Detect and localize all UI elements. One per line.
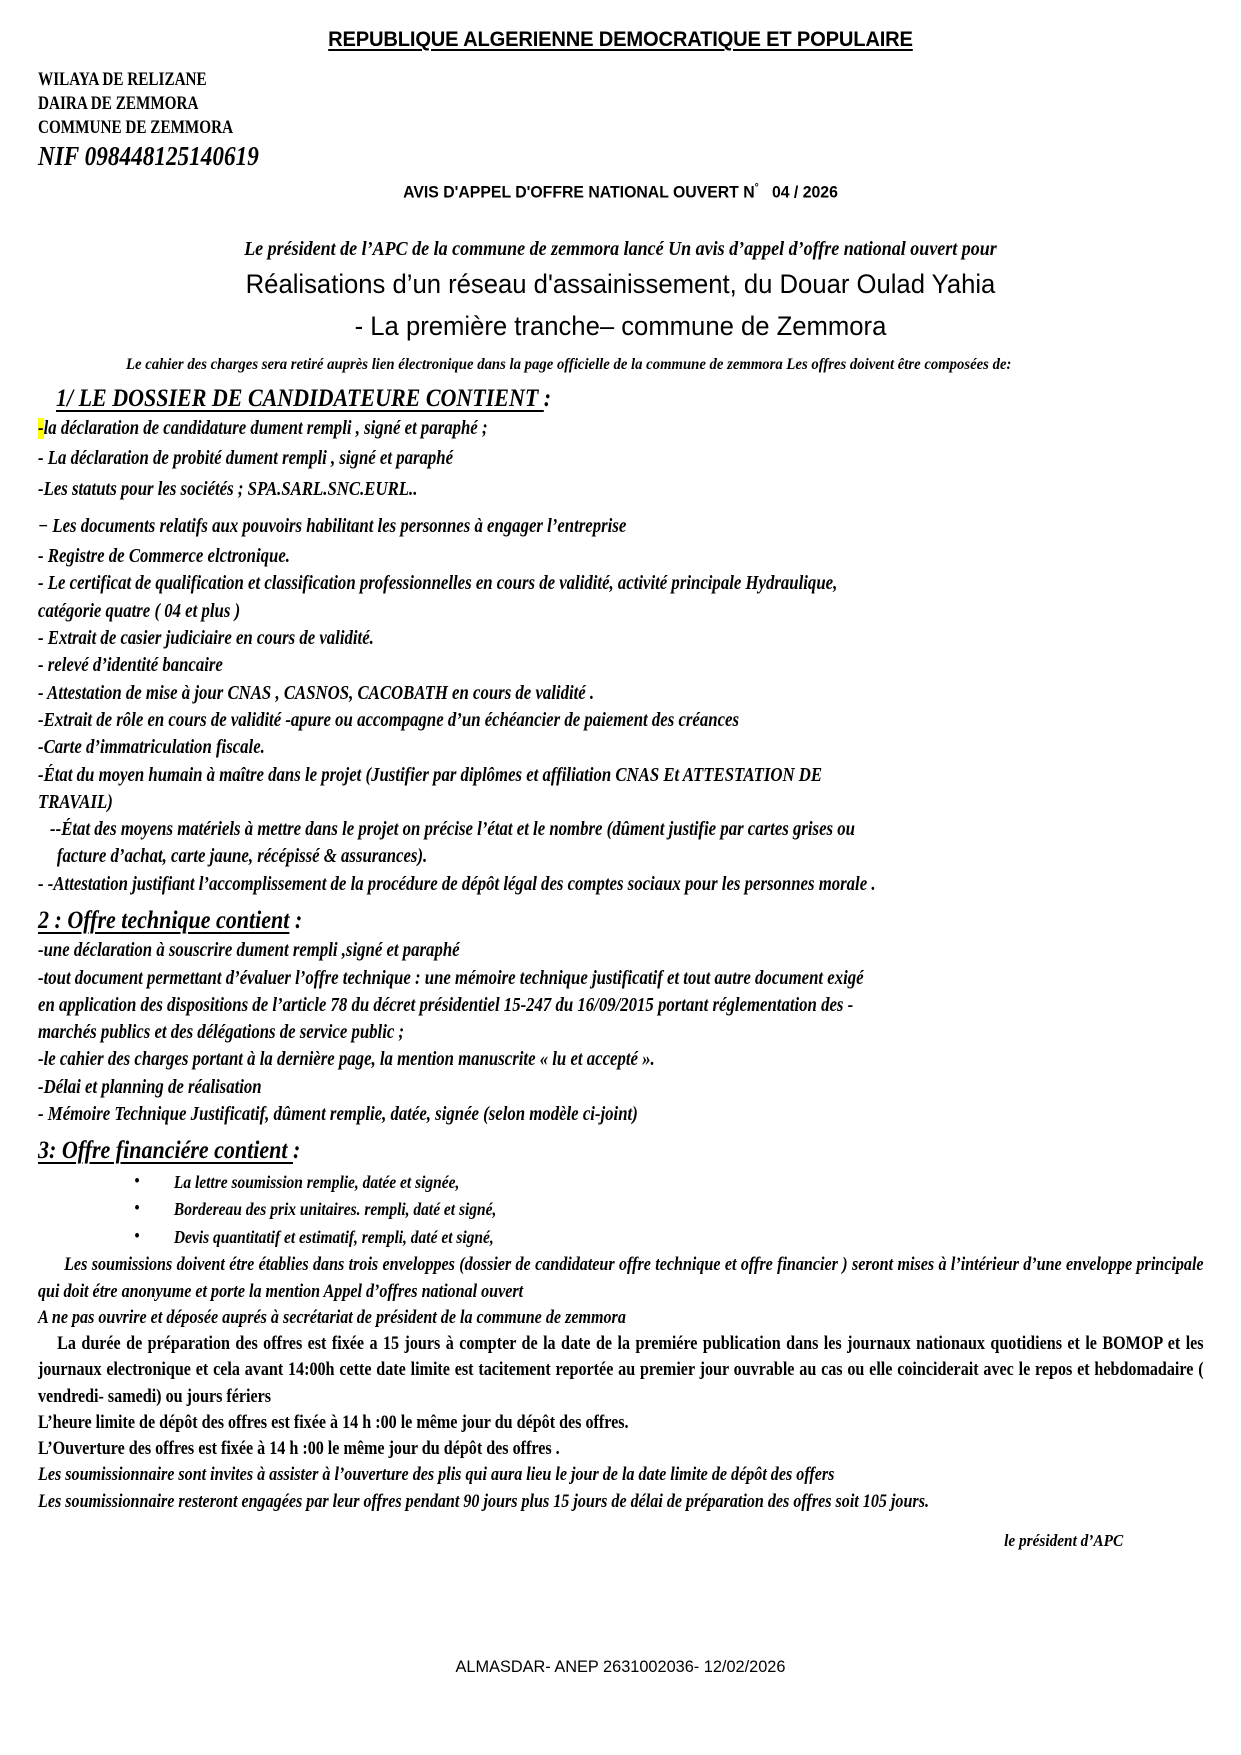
- section2-heading-text: 2 : Offre technique contient: [38, 907, 290, 934]
- section1-item-11: -Carte d’immatriculation fiscale.: [38, 737, 265, 759]
- section3-bullet-list: [38, 1169, 1203, 1253]
- section1-item-6: catégorie quatre ( 04 et plus ): [38, 600, 241, 622]
- closing-paragraph-3: La durée de préparation des offres est fixée a 15 jours à compter de la date de la premiére publication dans les journaux nationaux quotidiens et le BOMOP et les journaux electronique et cela avant 14:00h cette date limite est tacitement reportée au premier jour ouvrable au cas ou elle coinciderait avec le repos et hebdomadaire ( vendredi- samedi) ou jours fériers: [38, 1334, 1204, 1407]
- closing-paragraph-6: Les soumissionnaire sont invites à assister à l’ouverture des plis qui aura lieu le jour de la date limite de dépôt des offers: [38, 1465, 835, 1486]
- section2-item-4: -le cahier des charges portant à la dernière page, la mention manuscrite « lu et accepté ».: [38, 1049, 655, 1071]
- section1-item-8: - relevé d’identité bancaire: [38, 655, 223, 677]
- subject-title-line1: Réalisations d’un réseau d'assainissement, du Douar Oulad Yahia: [245, 269, 996, 300]
- notice-heading: [79, 182, 1162, 203]
- section1-heading: [56, 383, 1065, 414]
- closing-paragraph-1: Les soumissions doivent étre établies dans trois enveloppes (dossier de candidateur offre technique et offre financier ) seront mises à l’intérieur d’une enveloppe principale qui doit étre anonyume et porte la mention Appel d’offres national ouvert: [38, 1255, 1204, 1302]
- closing-paragraph-2: A ne pas ouvrire et déposée auprés à secrétariat de président de la commune de zemmora: [38, 1307, 626, 1328]
- degree-symbol: °: [754, 181, 759, 194]
- admin-line-daira: DAIRA DE ZEMMORA: [38, 93, 199, 115]
- notice-number: 04 / 2026: [771, 182, 838, 202]
- highlighted-dash: -: [38, 417, 44, 439]
- section1-item-12: -État du moyen humain à maître dans le projet (Justifier par diplômes et affiliation CNAS Et ATTESTATION DE: [38, 764, 823, 786]
- section1-item-4: - Registre de Commerce elctronique.: [38, 546, 290, 568]
- admin-line-commune: COMMUNE DE ZEMMORA: [38, 117, 234, 139]
- signature-line: le président d’APC: [1004, 1530, 1124, 1550]
- section1-item-3: − Les documents relatifs aux pouvoirs habilitant les personnes à engager l’entreprise: [38, 515, 627, 537]
- nif-number: NIF 098448125140619: [38, 141, 259, 172]
- section3-heading-colon: :: [293, 1137, 301, 1165]
- intro-sentence: Le président de l’APC de la commune de zemmora lancé Un avis d’appel d’offre national ouvert pour: [244, 238, 997, 261]
- closing-paragraph-4: L’heure limite de dépôt des offres est fixée à 14 h :00 le même jour du dépôt des offres.: [38, 1412, 629, 1433]
- section1-item-16: - -Attestation justifiant l’accomplissement de la procédure de dépôt légal des comptes sociaux pour les personnes morale .: [38, 873, 876, 895]
- section1-item-14: --État des moyens matériels à mettre dans le projet on précise l’état et le nombre (dûment justifie par cartes grises ou: [50, 819, 855, 841]
- closing-paragraph-7: Les soumissionnaire resteront engagées par leur offres pendant 90 jours plus 15 jours de délai de préparation des offres soit 105 jours.: [38, 1491, 929, 1512]
- republic-title: REPUBLIQUE ALGERIENNE DEMOCRATIQUE ET POPULAIRE: [328, 28, 913, 51]
- section1-heading-colon: :: [543, 384, 552, 412]
- section2-heading-colon: :: [294, 907, 303, 934]
- subject-title-line2: - La première tranche– commune de Zemmora: [354, 310, 887, 341]
- section1-item-15: facture d’achat, carte jaune, récépissé & assurances).: [56, 846, 428, 868]
- list-item: • La lettre soumission remplie, datée et signée,: [38, 1169, 1040, 1197]
- cahier-des-charges-note: Le cahier des charges sera retiré auprès lien électronique dans la page officielle de la commune de zemmora Les offres doivent être composées de:: [126, 355, 1012, 373]
- section2-item-6: - Mémoire Technique Justificatif, dûment remplie, datée, signée (selon modèle ci-joint): [38, 1104, 638, 1126]
- admin-line-wilaya: WILAYA DE RELIZANE: [38, 69, 207, 90]
- footer-anep-reference: ALMASDAR- ANEP 2631002036- 12/02/2026: [455, 1657, 786, 1676]
- section1-item-1: - La déclaration de probité dument rempli , signé et paraphé: [38, 448, 454, 470]
- section1-item-0-text: la déclaration de candidature dument rempli , signé et paraphé ;: [43, 417, 488, 439]
- notice-label: AVIS D'APPEL D'OFFRE NATIONAL OUVERT N: [403, 182, 755, 202]
- section2-item-3: marchés publics et des délégations de service public ;: [38, 1022, 405, 1044]
- section2-item-1: -tout document permettant d’évaluer l’offre technique : une mémoire technique justificatif et tout autre document exigé: [38, 967, 864, 989]
- list-item: • Bordereau des prix unitaires. rempli, daté et signé,: [38, 1196, 1040, 1224]
- closing-paragraph-5: L’Ouverture des offres est fixée à 14 h :00 le même jour du dépôt des offres .: [38, 1439, 560, 1460]
- section1-item-5: - Le certificat de qualification et classification professionnelles en cours de validité, activité principale Hydraulique,: [38, 573, 838, 595]
- section3-heading-text: 3: Offre financiére contient: [38, 1137, 294, 1165]
- section1-item-9: - Attestation de mise à jour CNAS , CASNOS, CACOBATH en cours de validité .: [38, 682, 595, 704]
- section1-item-7: - Extrait de casier judiciaire en cours de validité.: [38, 628, 374, 650]
- section1-item-13: TRAVAIL): [38, 791, 113, 813]
- section2-item-5: -Délai et planning de réalisation: [38, 1076, 262, 1098]
- section2-item-2: en application des dispositions de l’article 78 du décret présidentiel 15-247 du 16/09/2015 portant réglementation des -: [38, 994, 854, 1016]
- section1-item-2: -Les statuts pour les sociétés ; SPA.SARL.SNC.EURL..: [38, 478, 418, 500]
- section1-heading-text: 1/ LE DOSSIER DE CANDIDATEURE CONTIENT: [56, 384, 544, 412]
- section3-heading: [38, 1135, 1063, 1166]
- section2-item-0: -une déclaration à souscrire dument rempli ,signé et paraphé: [38, 940, 460, 962]
- section2-heading: [38, 905, 1063, 936]
- section1-item-10: -Extrait de rôle en cours de validité -apure ou accompagne d’un échéancier de paiement des créances: [38, 709, 739, 731]
- list-item: • Devis quantitatif et estimatif, rempli, daté et signé,: [38, 1224, 1040, 1252]
- section1-item-0: [38, 415, 1040, 442]
- administration-block: [38, 68, 1203, 172]
